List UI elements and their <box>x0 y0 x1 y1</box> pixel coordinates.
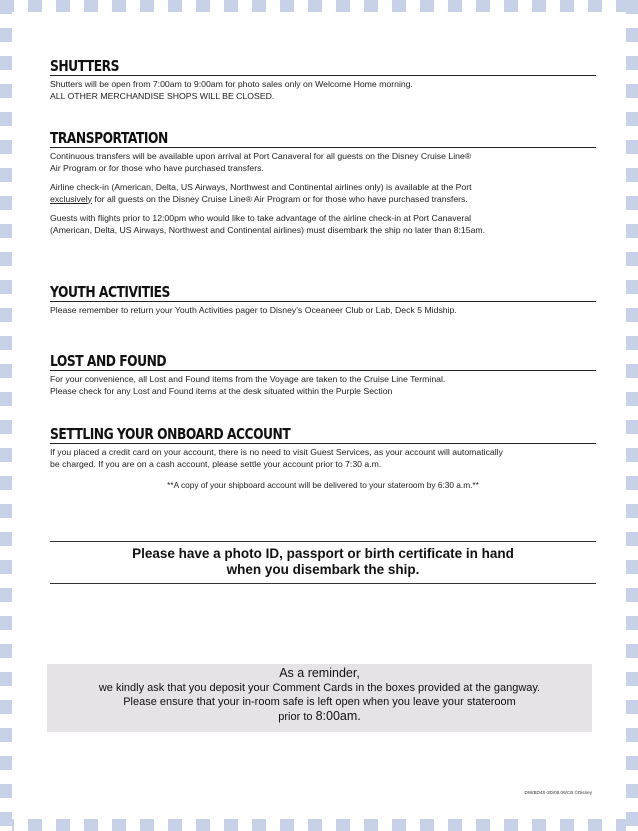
account-note: **A copy of your shipboard account will be delivered to your stateroom by 6:30 a.m.** <box>167 480 479 490</box>
text-line <box>50 194 596 206</box>
exclusively-emphasis: exclusively <box>50 193 93 204</box>
photo-id-notice <box>50 541 596 584</box>
text-line: Guests with flights prior to 12:00pm who would like to take advantage of the airline check-in at Port Canaveral <box>50 213 472 223</box>
shutters-text <box>50 79 596 102</box>
document-code: DW/BD4S-3D/08.06/CB ©Disney <box>524 790 592 795</box>
reminder-title: As a reminder, <box>279 666 360 680</box>
transfers-paragraph <box>50 151 596 174</box>
text-line: Airline check-in (American, Delta, US Airways, Northwest and Continental airlines only) is available at the Port <box>50 182 472 192</box>
section-rule <box>50 147 596 148</box>
shutters-heading: SHUTTERS <box>50 57 120 75</box>
section-rule <box>50 370 596 371</box>
account-text <box>50 447 596 470</box>
lost-found-section <box>50 353 596 397</box>
reminder-time: 8:00am. <box>315 709 361 723</box>
reminder-line-3 <box>47 709 592 724</box>
photo-id-line-1: Please have a photo ID, passport or birth certificate in hand <box>132 546 514 561</box>
text-line: Air Program or for those who have purchased transfers. <box>50 162 264 173</box>
account-heading: SETTLING YOUR ONBOARD ACCOUNT <box>50 425 291 443</box>
border-bottom <box>0 819 638 831</box>
reminder-line-1: we kindly ask that you deposit your Comment Cards in the boxes provided at the gangway. <box>98 682 541 694</box>
lost-found-heading: LOST AND FOUND <box>50 352 167 370</box>
youth-activities-section <box>50 284 596 317</box>
reminder-prefix: prior to <box>278 711 316 723</box>
flight-deadline-paragraph <box>50 213 596 236</box>
text-line: be charged. If you are on a cash account, please settle your account prior to 7:30 a.m. <box>50 458 382 469</box>
text-line: Continuous transfers will be available upon arrival at Port Canaveral for all guests on the Disney Cruise Line® <box>50 151 472 161</box>
text-line: ALL OTHER MERCHANDISE SHOPS WILL BE CLOSED. <box>50 90 275 101</box>
section-rule <box>50 75 596 76</box>
youth-activities-heading: YOUTH ACTIVITIES <box>50 283 170 301</box>
section-rule <box>50 301 596 302</box>
text-fragment: for all guests on the Disney Cruise Line® Air Program or for those who have purchased transfers. <box>92 193 468 204</box>
transportation-section <box>50 130 596 236</box>
youth-text: Please remember to return your Youth Activities pager to Disney's Oceaneer Club or Lab, Deck 5 Midship. <box>50 305 457 315</box>
text-line: Shutters will be open from 7:00am to 9:00am for photo sales only on Welcome Home morning. <box>50 79 413 89</box>
reminder-box <box>47 664 592 732</box>
text-line: For your convenience, all Lost and Found items from the Voyage are taken to the Cruise Line Terminal. <box>50 374 446 384</box>
shutters-section <box>50 58 596 102</box>
border-left <box>0 0 12 831</box>
text-line: (American, Delta, US Airways, Northwest and Continental airlines) must disembark the ship no later than 8:15am. <box>50 224 486 235</box>
text-line: If you placed a credit card on your account, there is no need to visit Guest Services, as your account will automatically <box>50 447 503 457</box>
reminder-line-2: Please ensure that your in-room safe is left open when you leave your stateroom <box>123 696 516 708</box>
airline-checkin-paragraph <box>50 182 596 205</box>
section-rule <box>50 443 596 444</box>
account-section <box>50 426 596 490</box>
photo-id-line-2: when you disembark the ship. <box>226 562 420 577</box>
lost-found-text <box>50 374 596 397</box>
text-line: Please check for any Lost and Found items at the desk situated within the Purple Section <box>50 385 393 396</box>
transportation-heading: TRANSPORTATION <box>50 129 168 147</box>
border-right <box>626 0 638 831</box>
border-top <box>0 0 638 12</box>
